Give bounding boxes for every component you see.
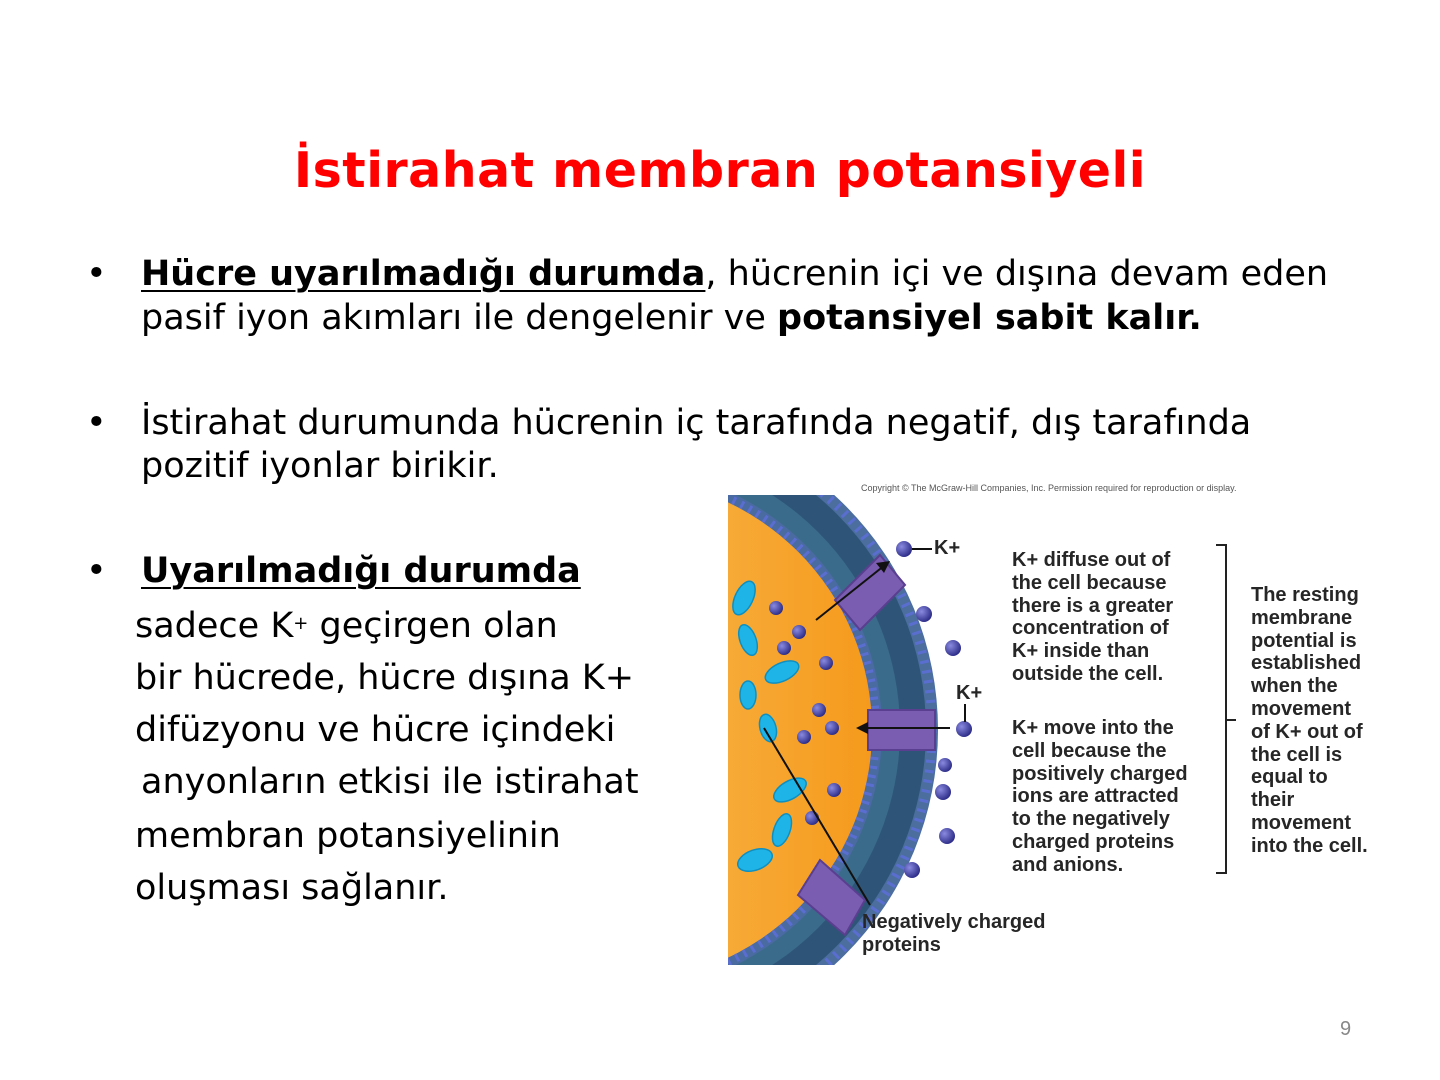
bullet-marker: • — [86, 403, 107, 443]
k-label-top: K+ — [934, 537, 961, 559]
diffuse-out-caption — [1012, 549, 1173, 686]
bullet-3-line-5: membran potansiyelinin — [135, 816, 561, 856]
caption-line: ions are attracted — [1012, 785, 1179, 808]
caption-line: equal to — [1251, 766, 1328, 789]
bullet-1-line-2-text: pasif iyon akımları ile dengelenir ve — [141, 298, 778, 338]
caption-line: membrane — [1251, 606, 1353, 629]
bullet-marker: • — [86, 254, 107, 294]
caption-line: movement — [1251, 811, 1352, 834]
slide-title: İstirahat membran potansiyeli — [293, 142, 1147, 199]
caption-line: established — [1251, 652, 1362, 675]
caption-line: concentration of — [1012, 617, 1169, 640]
caption-line: potential is — [1251, 629, 1357, 652]
caption-line: K+ diffuse out of — [1012, 549, 1171, 571]
caption-line: the cell because — [1012, 571, 1167, 594]
caption-line: Negatively charged — [862, 911, 1046, 933]
bullet-3-line-6: oluşması sağlanır. — [135, 868, 449, 908]
bullet-2-line-1: İstirahat durumunda hücrenin iç tarafında negatif, dış tarafında — [141, 403, 1252, 443]
bracket-lines — [1216, 545, 1236, 873]
protein-label — [862, 911, 1045, 957]
bullet-3-line-1-post: geçirgen olan — [308, 606, 558, 646]
bullet-3-line-2: bir hücrede, hücre dışına K+ — [135, 658, 635, 698]
caption-line: into the cell. — [1251, 834, 1368, 857]
move-in-caption — [1012, 717, 1188, 877]
bullet-3-line-3: difüzyonu ve hücre içindeki — [135, 710, 616, 750]
caption-line: of K+ out of — [1251, 720, 1363, 743]
emphasis-potential-constant: potansiyel sabit kalır. — [777, 298, 1202, 338]
caption-line: there is a greater — [1012, 594, 1174, 617]
caption-line: positively charged — [1012, 762, 1188, 785]
caption-line: and anions. — [1012, 853, 1124, 876]
caption-line: the cell is — [1251, 743, 1343, 766]
summary-caption — [1251, 584, 1368, 858]
caption-line: when the — [1251, 675, 1338, 698]
caption-line: their — [1251, 789, 1295, 812]
caption-line: cell because the — [1012, 739, 1167, 762]
caption-line: proteins — [862, 933, 941, 956]
bullet-3-line-1-pre: sadece K — [135, 606, 294, 646]
bullet-3-line-4: anyonların etkisi ile istirahat — [141, 762, 639, 802]
bullet-marker: • — [86, 551, 107, 591]
bullet-1-line-1-rest: , hücrenin içi ve dışına devam eden — [705, 254, 1329, 294]
caption-line: K+ inside than — [1012, 640, 1150, 663]
cytoplasm — [368, 478, 872, 982]
superscript-plus: + — [293, 613, 309, 634]
k-label-mid: K+ — [956, 682, 983, 704]
caption-line: to the negatively — [1012, 808, 1170, 831]
page-number: 9 — [1340, 1018, 1352, 1040]
caption-line: charged proteins — [1012, 830, 1175, 853]
bullet-3-heading: Uyarılmadığı durumda — [141, 551, 581, 591]
caption-line: The resting — [1251, 584, 1359, 606]
caption-line: K+ move into the — [1012, 717, 1174, 739]
bullet-2-line-2: pozitif iyonlar birikir. — [141, 446, 499, 486]
caption-line: outside the cell. — [1012, 662, 1164, 685]
caption-line: movement — [1251, 697, 1352, 720]
figure-copyright: Copyright © The McGraw-Hill Companies, Inc. Permission required for reproduction or display. — [861, 483, 1237, 493]
emphasis-unstimulated: Hücre uyarılmadığı durumda — [141, 254, 706, 294]
